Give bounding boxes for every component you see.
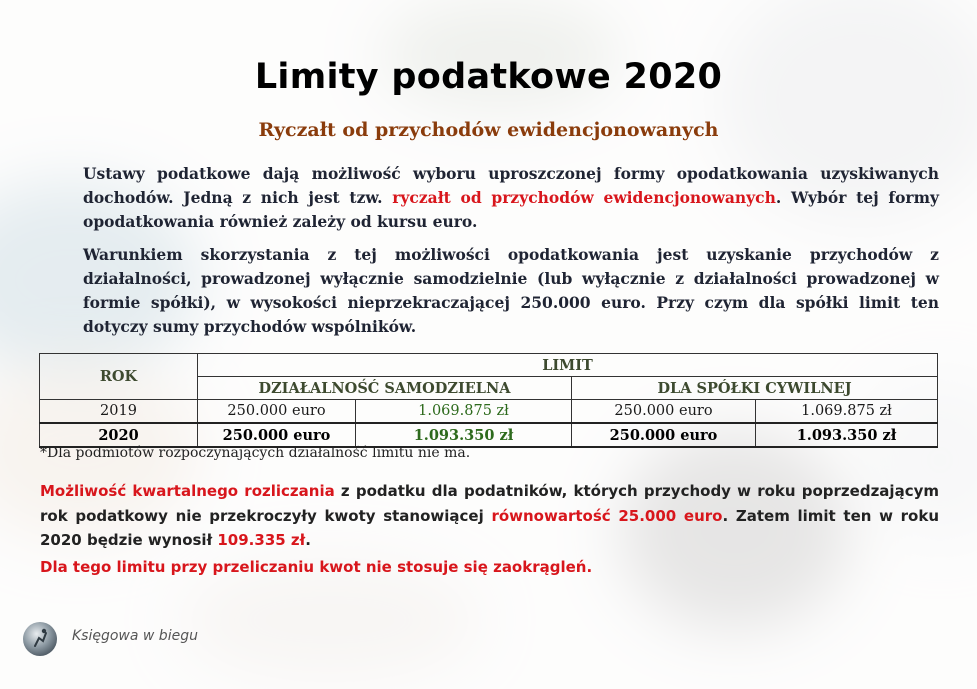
page-title: Limity podatkowe 2020 bbox=[254, 57, 723, 97]
highlight-rownowartosc: równowartość 25.000 euro bbox=[491, 506, 723, 525]
header-samodzielna: DZIAŁALNOŚĆ SAMODZIELNA bbox=[198, 377, 572, 400]
table-footnote: *Dla podmiotów rozpoczynających działalność limitu nie ma. bbox=[40, 445, 471, 461]
limits-table bbox=[39, 353, 938, 448]
table-row bbox=[40, 400, 938, 424]
quarterly-paragraph: Możliwość kwartalnego rozliczania z podatku dla podatników, których przychody w roku poprzedzającym rok podatkowy nie przekroczyły kwoty stanowiącej równowartość 25.000 euro. Zatem limit ten w roku 2020 będzie wynosił 109.335 zł. bbox=[40, 482, 940, 549]
header-limit: LIMIT bbox=[198, 354, 938, 377]
row-year: 2020 bbox=[40, 423, 198, 447]
sam-zl-cell: 1.093.350 zł bbox=[356, 423, 572, 447]
sp-eur-cell: 250.000 euro bbox=[572, 423, 756, 447]
header-spolka: DLA SPÓŁKI CYWILNEJ bbox=[572, 377, 938, 400]
sp-zl-cell: 1.093.350 zł bbox=[756, 423, 938, 447]
row-year: 2019 bbox=[40, 400, 198, 424]
sam-eur-cell: 250.000 euro bbox=[198, 400, 356, 424]
intro-paragraph: Ustawy podatkowe dają możliwość wyboru uproszczonej formy opodatkowania uzyskiwanych dochodów. Jedną z nich jest tzw. ryczałt od przychodów ewidencjonowanych. Wybór tej formy opodatkowania również zależy od kursu euro. bbox=[83, 164, 939, 231]
sam-zl-cell: 1.069.875 zł bbox=[356, 400, 572, 424]
sp-eur-cell: 250.000 euro bbox=[572, 400, 756, 424]
page-subtitle: Ryczałt od przychodów ewidencjonowanych bbox=[258, 119, 719, 141]
highlight-ryczalt: ryczałt od przychodów ewidencjonowanych bbox=[392, 188, 776, 207]
rounding-note: Dla tego limitu przy przeliczaniu kwot nie stosuje się zaokrągleń. bbox=[40, 558, 593, 576]
brand-name: Księgowa w biegu bbox=[72, 628, 198, 644]
header-rok: ROK bbox=[40, 354, 198, 400]
highlight-kwartalne: Możliwość kwartalnego rozliczania bbox=[40, 482, 335, 500]
highlight-limit-value: 109.335 zł bbox=[217, 531, 306, 549]
brand-logo-icon bbox=[22, 621, 58, 657]
sp-zl-cell: 1.069.875 zł bbox=[756, 400, 938, 424]
table-row bbox=[40, 423, 938, 447]
condition-paragraph: Warunkiem skorzystania z tej możliwości opodatkowania jest uzyskanie przychodów z działalności, prowadzonej wyłącznie samodzielnie (lub wyłącznie z działalności prowadzonej w formie spółki), w wysokości nieprzekraczającej 250.000 euro. Przy czym dla spółki limit ten dotyczy sumy przychodów wspólników. bbox=[83, 245, 939, 336]
sam-eur-cell: 250.000 euro bbox=[198, 423, 356, 447]
